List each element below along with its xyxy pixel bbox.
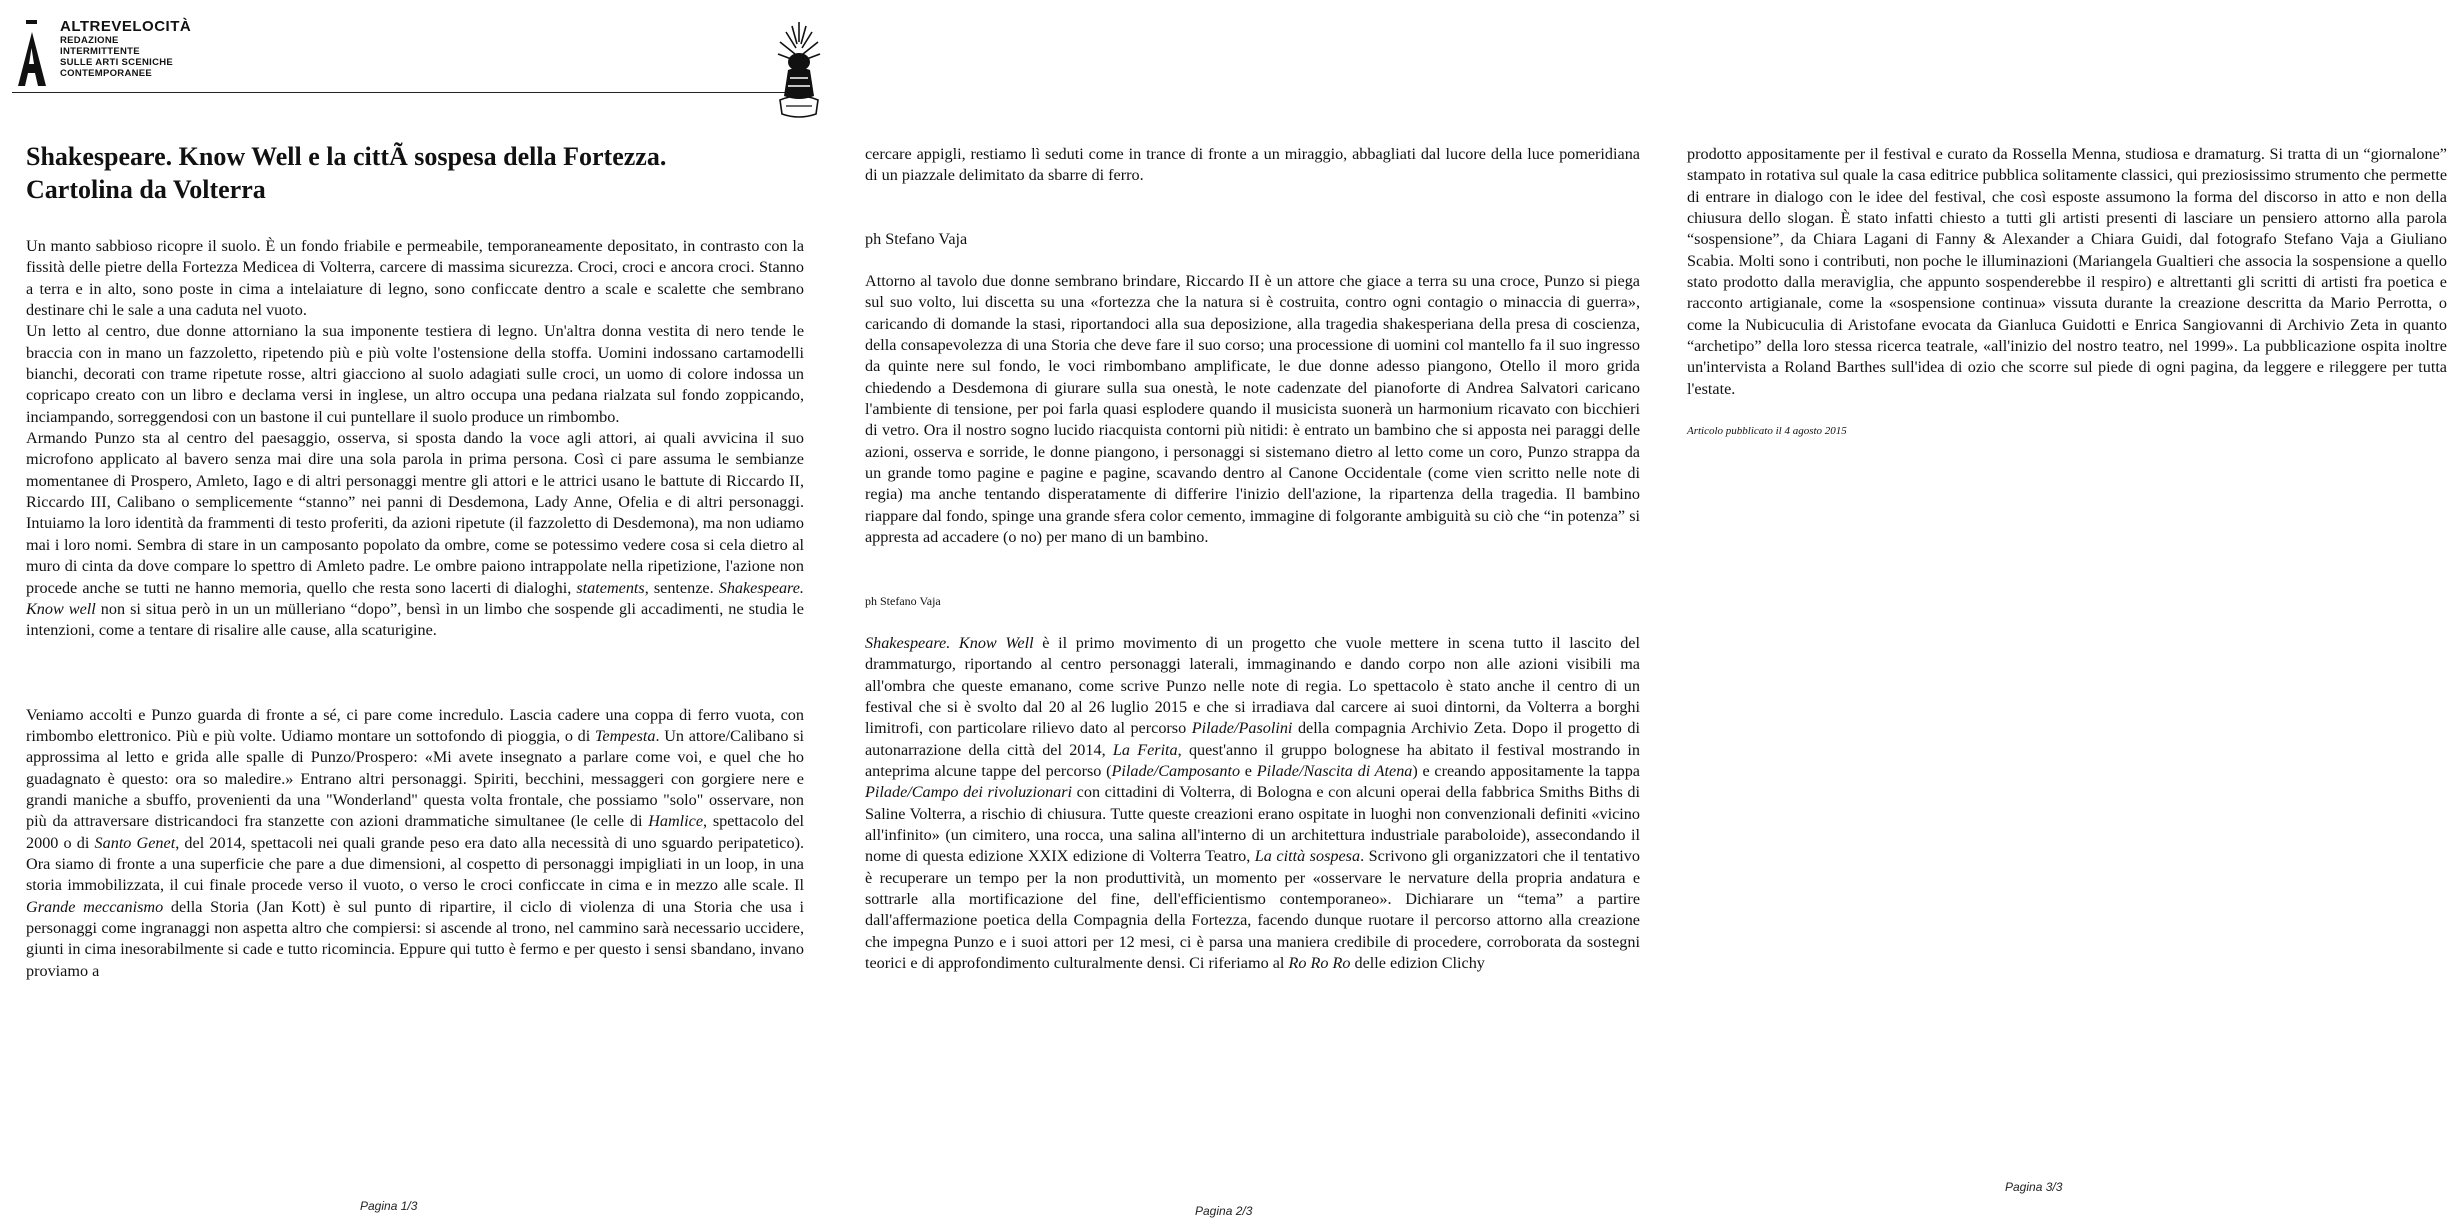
- page-2: [835, 0, 1645, 1216]
- paragraph: cercare appigli, restiamo lì seduti come in trance di fronte a un miraggio, abbagliati dal lucore della luce pomeridiana di un piazzale delimitato da sbarre di ferro.: [865, 145, 1640, 185]
- publication-date: Articolo pubblicato il 4 agosto 2015: [1687, 425, 1847, 438]
- masthead-sub-line: SULLE ARTI SCENICHE: [60, 57, 174, 68]
- photo-credit: ph Stefano Vaja: [865, 229, 968, 248]
- article-title-line: Cartolina da Volterra: [26, 175, 266, 204]
- article-title: [26, 140, 806, 206]
- page-number: Pagina 1/3: [360, 1199, 418, 1213]
- page-number: Pagina 3/3: [2005, 1180, 2063, 1194]
- article-title-line: Shakespeare. Know Well e la cittÃ sospesa della Fortezza.: [26, 142, 667, 171]
- masthead-sub-line: REDAZIONE: [60, 35, 119, 46]
- paragraph: Armando Punzo sta al centro del paesaggio, osserva, si sposta dando la voce agli attori, ai quali avvicina il suo microfono applicato al bavero senza mai dire una sola parola in prima persona. Così ci pare assuma le sembianze momentanee di Prospero, Amleto, Iago e di altri personaggi mentre gli attori e le attrici usano le battute di Riccardo II, Riccardo III, Calibano o semplicemente “stanno” nei panni di Desdemona, Lady Anne, Ofelia e di altri personaggi. Intuiamo la loro identità da frammenti di testo proferiti, da azioni ripetute (il fazzoletto di Desdemona), ma non udiamo mai i loro nomi. Sembra di stare in un camposanto popolato da ombre, come se potessimo vedere cosa si cela dietro al muro di cinta da dove compare lo spettro di Amleto padre. Le ombre paiono intrappolate nella ripetizione, l'azione non procede anche se tutti ne hanno memoria, quello che resta sono lacerti di dialoghi, statements, sentenze. Shakespeare. Know well non si situa però in un un mülleriano “dopo”, bensì in un limbo che sospende gli accadimenti, ne studia le intenzioni, come a tentare di risalire alle cause, alla scaturigine.: [26, 429, 804, 640]
- page-3: [1645, 0, 2454, 1216]
- masthead-divider: [12, 92, 812, 93]
- paragraph: Shakespeare. Know Well è il primo movimento di un progetto che vuole mettere in scena tutto il lascito del drammaturgo, riportando al centro personaggi laterali, immaginando e dando corpo non alle azioni visibili ma all'ombra che queste emanano, come scrive Punzo nelle note di regia. Lo spettacolo è stato anche il centro di un festival che si è svolto dal 20 al 26 luglio 2015 e che si irradiava dal carcere ai suoi dintorni, da Volterra a borghi limitrofi, con particolare rilievo dato al percorso Pilade/Pasolini della compagnia Archivio Zeta. Dopo il progetto di autonarrazione della città del 2014, La Ferita, quest'anno il gruppo bolognese ha abitato il festival mostrando in anteprima alcune tappe del percorso (Pilade/Camposanto e Pilade/Nascita di Atena) e creando appositamente la tappa Pilade/Campo dei rivoluzionari con cittadini di Volterra, di Bologna e con alcuni operai della fabbrica Smiths Biths di Saline Volterra, a rischio di chiusura. Tutte queste creazioni erano ospitate in luoghi non convenzionali definiti «vicino all'infinito» (un cimitero, una rocca, una salina all'interno di un architettura industriale paraboloide), assecondando il nome di questa edizione XXIX edizione di Volterra Teatro, La città sospesa. Scrivono gli organizzatori che il tentativo è recuperare un tempo per la non produttività, un momento per «osservare le nervature della propria andatura e sottrarle alla mortificazione del fine, dell'efficientismo contemporaneo». Dichiarare un “tema” a partire dall'affermazione poetica della Compagnia della Fortezza, facendo dunque ruotare il percorso attorno alla creazione che impegna Punzo e i suoi attori per 12 mesi, ci è parsa una maniera credibile di procedere, corroborata da sostegni teorici e di approfondimento culturalmente densi. Ci riferiamo al Ro Ro Ro delle edizion Clichy: [865, 633, 1641, 972]
- masthead: [12, 14, 827, 124]
- masthead-text: [60, 18, 191, 79]
- altrevelocita-logo-icon: [12, 18, 52, 88]
- paragraph: Veniamo accolti e Punzo guarda di fronte a sé, ci pare come incredulo. Lascia cadere una coppa di ferro vuota, con rimbombo elettronico. Più e più volte. Udiamo montare un sottofondo di pioggia, o di Tempesta. Un attore/Calibano si approssima al letto e grida alle spalle di Punzo/Prospero: «Mi avete insegnato a parlare come voi, e quel che ho guadagnato è questo: ora so maledire.» Entrano altri personaggi. Spiriti, becchini, messaggeri con gorgiere nere e grandi maniche a sbuffo, provenienti da una "Wonderland" questa volta frontale, che possiamo "solo" osservare, non più da attraversare districandoci fra stanzette con azioni drammatiche simultanee (le celle di Hamlice, spettacolo del 2000 o di Santo Genet, del 2014, spettacoli nei quali grande peso era dato alla necessità di uno sguardo peripatetico). Ora siamo di fronte a una superficie che pare a due dimensioni, al cospetto di personaggi impigliati in un loop, in una storia immobilizzata, il cui finale procede verso il vuoto, o verso le croci conficcate in cima e in mezzo alle scale. Il Grande meccanismo della Storia (Jan Kott) è sul punto di ripartire, il ciclo di violenza di una Storia che usa i personaggi come ingranaggi non aspetta altro che compiersi: si ascende al trono, nel cammino sarà necessario uccidere, giunti in cima inesorabilmente si cade e tutto ricomincia. Eppure qui tutto è fermo e per questo i sensi sbandano, invano proviamo a: [26, 705, 805, 980]
- page-2-body: [865, 144, 1640, 974]
- masthead-figure-illustration-icon: [768, 18, 830, 120]
- paragraph: Un letto al centro, due donne attorniano la sua imponente testiera di legno. Un'altra donna vestita di nero tende le braccia con in mano un fazzoletto, ripetendo più e più volte l'ostensione della stoffa. Uomini indossano cartamodelli bianchi, decorati con trame ripetute rosse, altri giacciono al suolo adagiati sulle croci, un uomo di colore indossa un copricapo creato con un libro e declama versi in inglese, un altro occupa una pedana rialzata sul fondo zoppicando, inciampando, sorreggendosi con un bastone il cui puntellare il suolo produce un rimbombo.: [26, 322, 804, 426]
- paragraph: Attorno al tavolo due donne sembrano brindare, Riccardo II è un attore che giace a terra su una croce, Punzo si piega sul suo volto, lui discetta su una «fortezza che la natura si è costruita, contro ogni contagio o minaccia di guerra», caricando di domande la stasi, riportandoci alla sua deposizione, alla tragedia shakesperiana della presa di coscienza, della consapevolezza di una Storia che deve fare il suo corso; una processione di uomini col mantello fa il suo ingresso da quinte nere sul fondo, le voci rimbombano amplificate, le due donne adesso piangono, Otello il moro grida chiedendo a Desdemona di giurare sulla sua onestà, le note cadenzate del pianoforte di Andrea Salvatori caricano l'ambiente di tensione, per poi farla quasi esplodere quando il musicista suonerà un harmonium ricavato con bicchieri di vetro. Ora il nostro sogno lucido riacquista contorni più nitidi: è entrato un bambino che si apposta nei paraggi delle azioni, osserva e sorride, le donne piangono, i personaggi si sistemano dietro al letto come un coro, Punzo strappa da un grande tomo pagine e pagine e pagine, scavando dentro al Canone Occidentale (come vien scritto nelle note di regia) ma anche tentando disperatamente di differire l'inizio dell'azione, la ripartenza della tragedia. Il bambino riappare dal fondo, spinge una grande sfera color cemento, immagine di folgorante ambiguità su ciò che “in potenza” si appresta ad accadere (o no) per mano di un bambino.: [865, 272, 1640, 547]
- paragraph: prodotto appositamente per il festival e curato da Rossella Menna, studiosa e dramaturg. Si tratta di un “giornalone” stampato in rotativa sul quale la casa editrice pubblica solitamente classici, qui preziosissimo strumento che permette di entrare in dialogo con le idee del festival, che così esposte assumono la forma del discorso in atto e non della chiusura dello slogan. È stato infatti chiesto a tutti gli artisti presenti di lasciare un pensiero attorno alla parola “sospensione”, da Chiara Lagani di Fanny & Alexander a Chiara Guidi, dal fotografo Stefano Vaja a Giuliano Scabia. Molti sono i contributi, non poche le illuminazioni (Mariangela Gualtieri che associa la sospensione a quello stato prodotto dalla meraviglia, che appunto sospenderebbe il respiro) e altrettanti gli scritti di artisti fra poetica e racconto artigianale, come la «sospensione continua» vissuta durante la creazione descritta da Mario Perrotta, o come la Nubicuculia di Aristofane evocata da Gianluca Guidotti e Enrica Sangiovanni di Archivio Zeta in quanto “archetipo” della loro stessa ricerca teatrale, «all'inizio del nostro teatro, nel 1999». La pubblicazione ospita inoltre un'intervista a Roland Barthes sull'idea di ozio che scorre sul piede di ogni pagina, da leggere e rileggere per tutta l'estate.: [1687, 145, 2447, 398]
- paragraph: Un manto sabbioso ricopre il suolo. È un fondo friabile e permeabile, temporaneamente depositato, in contrasto con la fissità delle pietre della Fortezza Medicea di Volterra, carcere di massima sicurezza. Croci, croci e ancora croci. Stanno a terra e in alto, sono poste in cima a intelaiature di legno, sono conficcate dentro a scale e scalette che sembrano destinare chi le sale a una caduta nel vuoto.: [26, 237, 804, 320]
- photo-credit: ph Stefano Vaja: [865, 593, 941, 608]
- masthead-sub-line: INTERMITTENTE: [60, 46, 140, 57]
- page-1: [0, 0, 835, 1216]
- masthead-sub-line: CONTEMPORANEE: [60, 68, 153, 79]
- page-1-body: [26, 236, 804, 982]
- page-number: Pagina 2/3: [1195, 1204, 1253, 1218]
- page-3-body: [1687, 144, 2447, 442]
- masthead-name: ALTREVELOCITÀ: [60, 18, 192, 35]
